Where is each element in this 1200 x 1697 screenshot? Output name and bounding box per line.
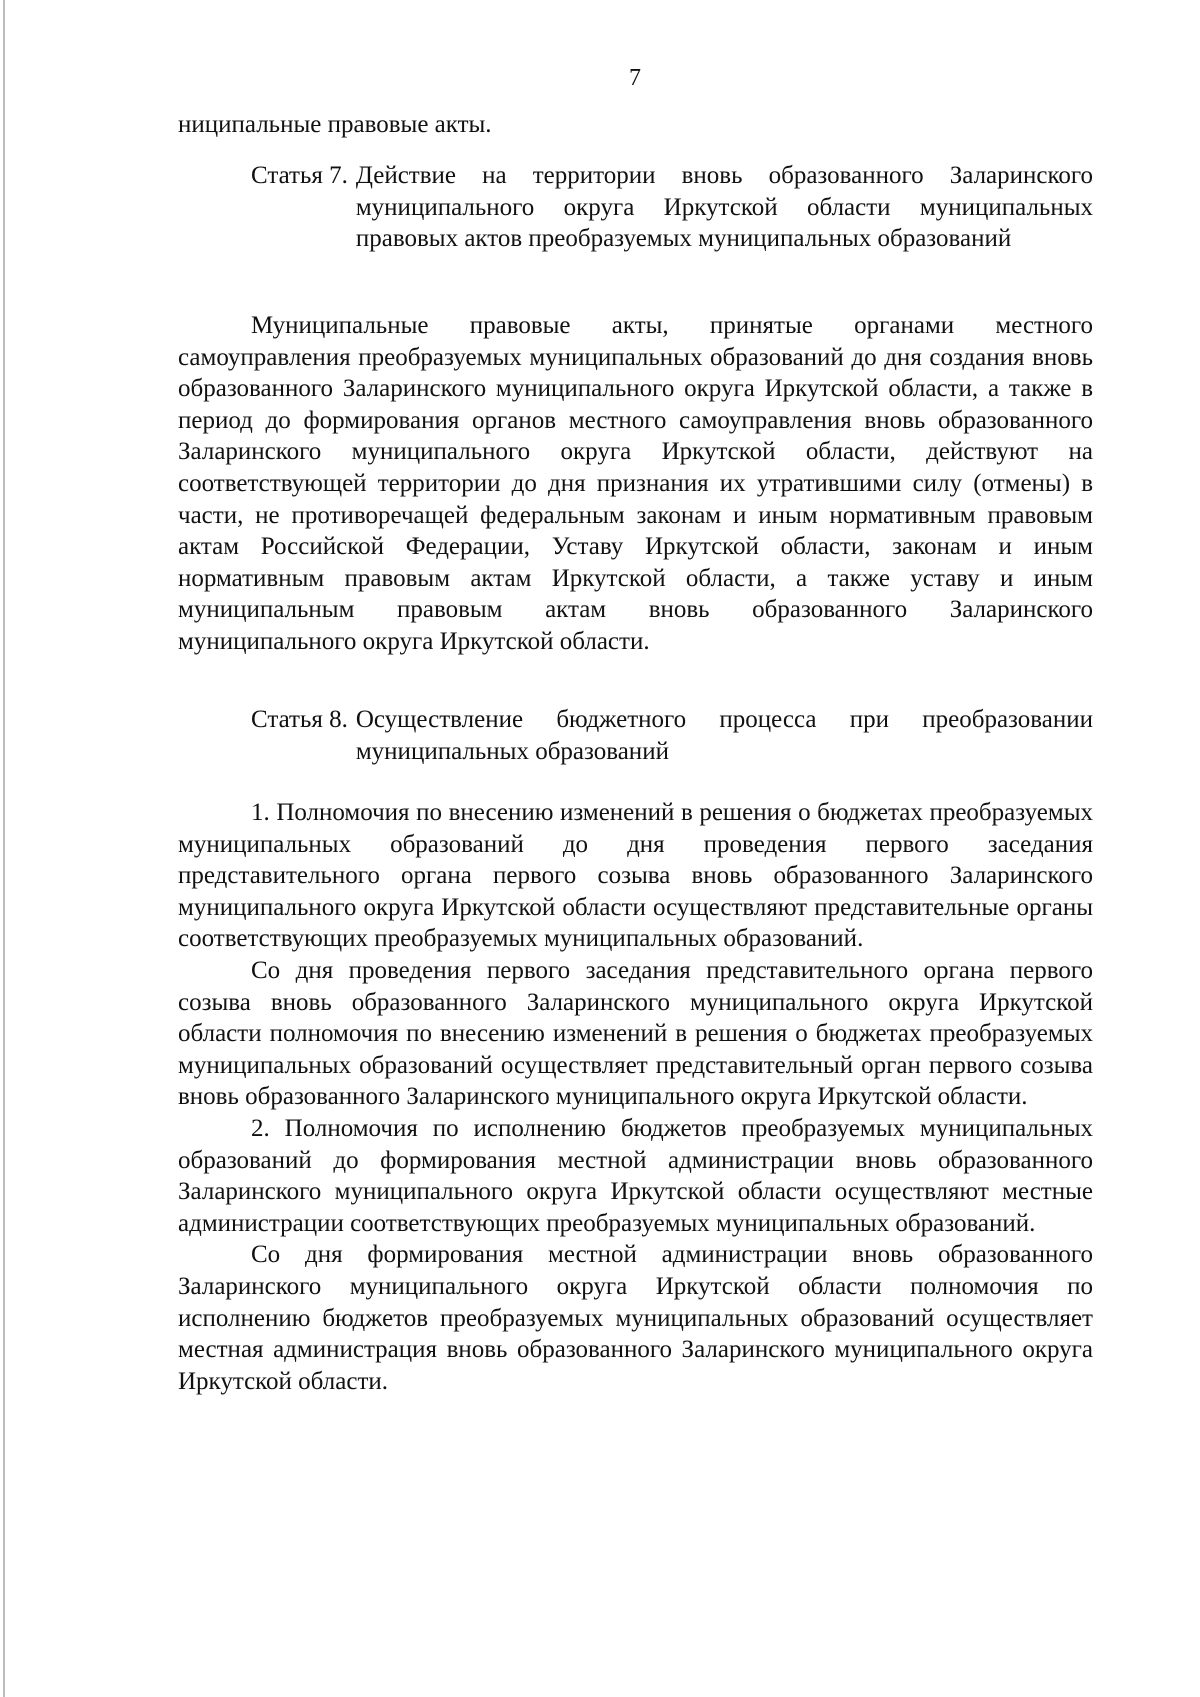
continuation-paragraph: ниципальные правовые акты.	[178, 111, 492, 138]
article-7-body	[178, 310, 1093, 658]
article-7-title: Действие на территории вновь образованного Заларинского муниципального округа Иркутской области муниципальных правовых актов преобразуемых муниципальных образований	[355, 162, 1093, 253]
article-8-label: Статья 8.	[251, 706, 348, 733]
article-8-heading	[251, 704, 1093, 767]
article-7-paragraph-1: Муниципальные правовые акты, принятые органами местного самоуправления преобразуемых муниципальных образований до дня создания вновь образованного Заларинского муниципального округа Иркутской области, а также в период до формирования органов местного самоуправления вновь образованного Заларинского муниципального округа Иркутской области, действуют на соответствующей территории до дня признания их утратившими силу (отмены) в части, не противоречащей федеральным законам и иным нормативным правовым актам Российской Федерации, Уставу Иркутской области, законам и иным нормативным правовым актам Иркутской области, а также уставу и иным муниципальным правовым актам вновь образованного Заларинского муниципального округа Иркутской области.	[178, 312, 1093, 655]
article-8-paragraph-3: 2. Полномочия по исполнению бюджетов преобразуемых муниципальных образований до формирования местной администрации вновь образованного Заларинского муниципального округа Иркутской области осуществляют местные администрации соответствующих преобразуемых муниципальных образований.	[178, 1114, 1093, 1237]
article-8-body	[178, 797, 1093, 1397]
continuation-text-block	[178, 109, 1093, 141]
article-7-label: Статья 7.	[251, 162, 348, 189]
article-7-heading	[251, 160, 1093, 255]
page-number: 7	[629, 65, 641, 91]
article-8-paragraph-4: Со дня формирования местной администрации вновь образованного Заларинского муниципального округа Иркутской области полномочия по исполнению бюджетов преобразуемых муниципальных образований осуществляет местная администрация вновь образованного Заларинского муниципального округа Иркутской области.	[178, 1241, 1093, 1395]
article-8-title: Осуществление бюджетного процесса при преобразовании муниципальных образований	[355, 706, 1093, 765]
article-8-paragraph-2: Со дня проведения первого заседания представительного органа первого созыва вновь образованного Заларинского муниципального округа Иркутской области полномочия по внесению изменений в решения о бюджетах преобразуемых муниципальных образований осуществляет представительный орган первого созыва вновь образованного Заларинского муниципального округа Иркутской области.	[178, 956, 1093, 1111]
scan-edge-line	[3, 0, 5, 1697]
article-8-paragraph-1: 1. Полномочия по внесению изменений в решения о бюджетах преобразуемых муниципальных образований до дня проведения первого заседания представительного органа первого созыва вновь образованного Заларинского муниципального округа Иркутской области осуществляют представительные органы соответствующих преобразуемых муниципальных образований.	[178, 799, 1093, 953]
